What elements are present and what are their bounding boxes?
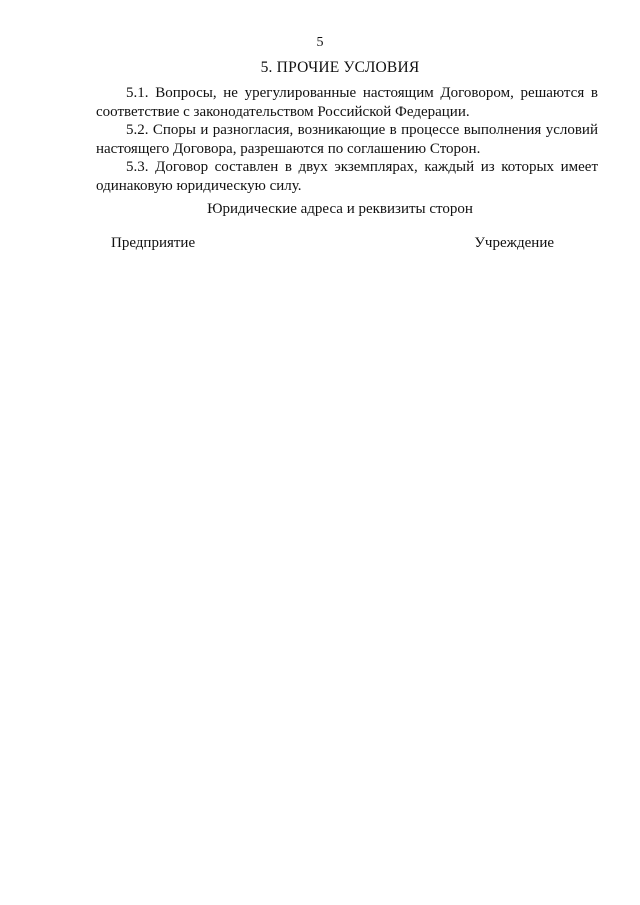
clause-5-2: 5.2. Споры и разногласия, возникающие в процессе выполнения условий настоящего Договора, разрешаются по соглашению Сторон. xyxy=(96,122,598,157)
section-title: 5. ПРОЧИЕ УСЛОВИЯ xyxy=(260,59,420,76)
requisites-title: Юридические адреса и реквизиты сторон xyxy=(207,201,473,217)
page-number: 5 xyxy=(316,35,324,50)
clause-5-1: 5.1. Вопросы, не урегулированные настоящим Договором, решаются в соответствие с законодательством Российской Федерации. xyxy=(96,85,598,120)
clause-5-3: 5.3. Договор составлен в двух экземплярах, каждый из которых имеет одинаковую юридическую силу. xyxy=(96,159,598,194)
party-right-label: Учреждение xyxy=(474,235,554,251)
clauses-block xyxy=(96,84,598,195)
party-left-label: Предприятие xyxy=(111,235,196,251)
